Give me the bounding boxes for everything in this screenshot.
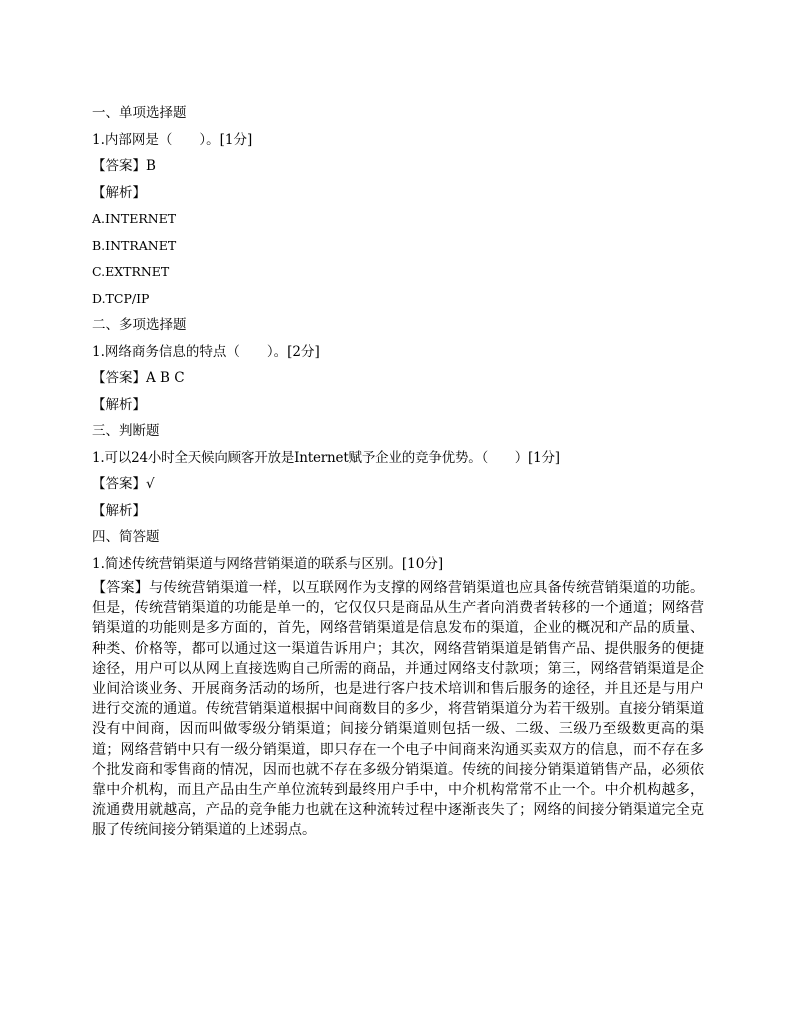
section-heading-true-false: 三、判断题: [92, 423, 160, 439]
analysis-single-choice-1: 【解析】: [92, 184, 146, 201]
question-multiple-choice-1: 1.网络商务信息的特点（ ）。[2分]: [92, 343, 320, 360]
answer-single-choice-1: 【答案】B: [92, 158, 156, 174]
answer-multiple-choice-1: 【答案】A B C: [92, 370, 185, 386]
question-true-false-1: 1.可以24小时全天候向顾客开放是Internet赋予企业的竞争优势。（ ）[1分]: [92, 449, 560, 466]
question-short-answer-1: 1.简述传统营销渠道与网络营销渠道的联系与区别。[10分]: [92, 555, 444, 572]
option-b: B.INTRANET: [92, 237, 177, 253]
analysis-multiple-choice-1: 【解析】: [92, 396, 146, 413]
option-c: C.EXTRNET: [92, 264, 170, 279]
section-heading-multiple-choice: 二、多项选择题: [92, 317, 187, 333]
answer-true-false-1: 【答案】√: [92, 476, 155, 492]
analysis-true-false-1: 【解析】: [92, 502, 146, 519]
option-a: A.INTERNET: [92, 211, 177, 226]
section-heading-single-choice: 一、单项选择题: [92, 105, 187, 121]
exam-document: [92, 100, 704, 841]
section-heading-short-answer: 四、简答题: [92, 529, 160, 545]
answer-short-answer-1: 【答案】与传统营销渠道一样，以互联网作为支撑的网络营销渠道也应具备传统营销渠道的功能。但是，传统营销渠道的功能是单一的，它仅仅只是商品从生产者向消费者转移的一个通道；网络营销渠道的功能则是多方面的，首先，网络营销渠道是信息发布的渠道，企业的概况和产品的质量、种类、价格等，都可以通过这一渠道告诉用户；其次，网络营销渠道是销售产品、提供服务的便捷途径，用户可以从网上直接选购自己所需的商品，并通过网络支付款项；第三，网络营销渠道是企业间洽谈业务、开展商务活动的场所，也是进行客户技术培训和售后服务的途径，并且还是与用户进行交流的通道。传统营销渠道根据中间商数目的多少，将营销渠道分为若干级别。直接分销渠道没有中间商，因而叫做零级分销渠道；间接分销渠道则包括一级、二级、三级乃至级数更高的渠道；网络营销中只有一级分销渠道，即只存在一个电子中间商来沟通买卖双方的信息，而不存在多个批发商和零售商的情况，因而也就不存在多级分销渠道。传统的间接分销渠道销售产品，必须依靠中介机构，而且产品由生产单位流转到最终用户手中，中介机构常常不止一个。中介机构越多，流通费用就越高，产品的竞争能力也就在这种流转过程中逐渐丧失了；网络的间接分销渠道完全克服了传统间接分销渠道的上述弱点。: [92, 580, 704, 839]
option-d: D.TCP/IP: [92, 290, 150, 306]
question-single-choice-1: 1.内部网是（ ）。[1分]: [92, 131, 253, 148]
